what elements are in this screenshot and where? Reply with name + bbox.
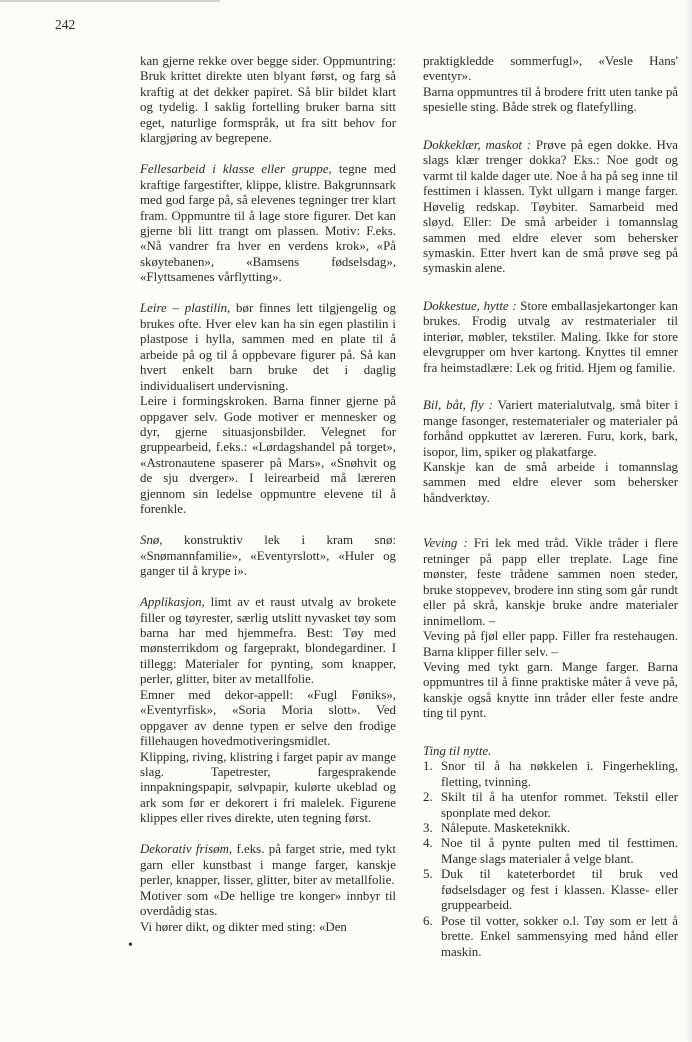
list-item bbox=[423, 790, 678, 821]
paragraph-dokkeklaer bbox=[423, 138, 678, 277]
paragraph: praktigkledde sommerfugl», «Vesle Hans' eventyr». bbox=[423, 54, 678, 84]
paragraph: Leire i formingskroken. Barna finner gjerne på oppgaver selv. Gode motiver er mennesker og dyr, gjerne situasjonsbilder. Velegnet for gruppearbeid, f.eks.: «Lørdagshandel på torget», «Astronautene spaserer på Mars», «Snøhvit og de sju dverger». I leirearbeid må læreren gjennom sin ledelse oppmuntre elevene til å forenkle. bbox=[140, 394, 396, 517]
list-heading: Ting til nytte. bbox=[423, 743, 492, 758]
list-text: Noe til å pynte pulten med til festtimen. Mange slags materialer å velge blant. bbox=[441, 836, 678, 866]
paragraph: Veving på fjøl eller papp. Filler fra restehaugen. Barna klipper filler selv. – bbox=[423, 629, 678, 659]
scan-edge-shadow bbox=[686, 0, 692, 1042]
section-heading: Dokkestue, hytte : bbox=[423, 298, 517, 313]
list-text: Nålepute. Masketeknikk. bbox=[441, 821, 571, 836]
paragraph-bil-bat-fly bbox=[423, 398, 678, 460]
paragraph-frisom bbox=[140, 842, 396, 888]
list-text: Pose til votter, sokker o.l. Tøy som er lett å brette. Enkel sammensying med hånd eller maskin. bbox=[441, 913, 678, 959]
list-item bbox=[423, 759, 678, 790]
page-top-rule bbox=[0, 0, 220, 2]
section-heading: Applikasjon, bbox=[140, 595, 205, 610]
list-text: Duk til kateterbordet til bruk ved fødselsdager og fest i klassen. Klasse- eller gruppearbeid. bbox=[441, 867, 678, 913]
section-heading: Veving : bbox=[423, 536, 468, 551]
paragraph-text: Variert materialutvalg, små biter i mange fasonger, restematerialer og materialer på forhånd oppkuttet av læreren. Furu, kork, bark, isopor, lim, spiker og plakatfarge. bbox=[423, 398, 678, 459]
paragraph-sno bbox=[140, 533, 396, 579]
paragraph: Klipping, riving, klistring i farget papir av mange slag. Tapetrester, fargesprakende innpakningspapir, sølvpapir, kulørte ukeblad og ark som før er dekorert i fri malelek. Figurene klippes eller rives direkte, uten tegning først. bbox=[140, 749, 396, 826]
paragraph: Vi hører dikt, og dikter med sting: «Den bbox=[140, 919, 347, 934]
paragraph-text: limt av et raust utvalg av brokete filler og tøyrester, særlig utslitt nyvasket tøy som barna har med hjemmefra. Best: Tøy med mønsterrikdom og fargeprakt, blondegardiner. I tillegg: Materialer for pynting, som knapper, perler, glitter, biter av metallfolie. bbox=[140, 595, 396, 687]
paragraph-text: Store emballasjekartonger kan brukes. Frodig utvalg av restmaterialer til interiør, møbler, tekstiler. Maling. Ikke for store elevgrupper om hver kartong. Knyttes til emner fra heimstadlære: Lek og fritid. Hjem og familie. bbox=[423, 298, 679, 375]
paragraph: Motiver som «De hellige tre konger» innbyr til overdådig stas. bbox=[140, 888, 396, 919]
list-text: Snor til å ha nøkkelen i. Fingerhekling, fletting, tvinning. bbox=[441, 759, 678, 789]
list-number: 4. bbox=[423, 836, 433, 851]
list-item bbox=[423, 821, 678, 836]
paragraph: Veving med tykt garn. Mange farger. Barna oppmuntres til å finne praktiske måter å veve på, kanskje også knytte inn tråder eller feste andre ting til pynt. bbox=[423, 659, 678, 721]
paragraph: Kanskje kan de små arbeide i tomannslag sammen med eldre elever som behersker håndverktøy. bbox=[423, 459, 678, 505]
list-number: 1. bbox=[423, 759, 433, 774]
paragraph-applikasjon bbox=[140, 595, 396, 688]
paragraph: Barna oppmuntres til å brodere fritt uten tanke på spesielle sting. Både strek og flatefylling. bbox=[423, 84, 678, 115]
list-number: 2. bbox=[423, 790, 433, 805]
list-item bbox=[423, 867, 678, 913]
paragraph-text: bør finnes lett tilgjengelig og brukes ofte. Hver elev kan ha sin egen plastilin i plastpose i hylla, sammen med en plate til å arbeide på og til å oppbevare figurer på. Så kan hvert enkelt barn bruke det i daglig individualisert undervisning. bbox=[140, 301, 397, 393]
section-heading: Leire – plastilin, bbox=[140, 301, 231, 316]
paragraph-leire bbox=[140, 301, 396, 394]
paragraph-fellesarbeid bbox=[140, 162, 396, 286]
paragraph-text: tegne med kraftige fargestifter, klippe, klistre. Bakgrunnsark med god farge på, så elevenes tegninger trer klart fram. Oppmuntre til å lage store figurer. Det kan gjerne bli litt trangt om plassen. Motiv: F.eks. «Nå vandrer fra hver en verdens krok», «På skøytebanen», «Bamsens fødselsdag», «Flyttsamenes vårflytting». bbox=[140, 162, 396, 285]
paragraph-text: Prøve på egen dokke. Hva slags klær trenger dokka? Eks.: Noe godt og varmt til kalde dager ute. Noe å ha på seg inne til festtimen i klassen. Tykt ullgarn i mange farger. Høvelig redskap. Tøybiter. Samarbeid med sløyd. Eller: De små arbeider i tomannslag sammen med eldre elever som behersker symaskin. Etter hvert kan de små prøve seg på symaskin alene. bbox=[423, 137, 678, 276]
list-item bbox=[423, 836, 678, 867]
section-heading: Fellesarbeid i klasse eller gruppe, bbox=[140, 162, 332, 177]
section-heading: Dekorativ frisøm, bbox=[140, 842, 233, 857]
paragraph-text: konstruktiv lek i kram snø: «Snømannfamilie», «Eventyrslott», «Huler og ganger til å krype i». bbox=[140, 533, 396, 579]
list-number: 5. bbox=[423, 867, 433, 882]
list-number: 3. bbox=[423, 821, 433, 836]
section-heading: Dokkeklær, maskot : bbox=[423, 137, 532, 152]
paragraph-veving bbox=[423, 536, 678, 629]
margin-dot: • bbox=[128, 938, 133, 953]
paragraph: kan gjerne rekke over begge sider. Oppmuntring: Bruk krittet direkte uten blyant først, og farg så kraftig at det dekker papiret. Så blir bildet klart og tydelig. I saklig fortelling bruker barna sitt eget, naturlige formspråk, ut fra sitt behov for klargjøring av begrepene. bbox=[140, 54, 396, 146]
left-column bbox=[140, 54, 396, 935]
paragraph-dokkestue bbox=[423, 299, 678, 376]
numbered-list bbox=[423, 759, 678, 960]
section-heading: Snø, bbox=[140, 533, 163, 548]
paragraph-text: f.eks. på farget strie, med tykt garn eller kunstbast i mange farger, kanskje perler, knapper, lisser, glitter, biter av metallfolie. bbox=[140, 842, 396, 888]
section-heading: Bil, båt, fly : bbox=[423, 398, 493, 413]
list-number: 6. bbox=[423, 913, 433, 928]
list-text: Skilt til å ha utenfor rommet. Tekstil eller sponplate med dekor. bbox=[441, 790, 678, 820]
page-number: 242 bbox=[55, 17, 76, 32]
right-column bbox=[423, 54, 678, 960]
paragraph: Emner med dekor-appell: «Fugl Føniks», «Eventyrfisk», «Soria Moria slott». Ved oppgaver av denne typen er selve den frodige fillehaugen hovedmotiveringsmidlet. bbox=[140, 687, 396, 749]
paragraph-text: Fri lek med tråd. Vikle tråder i flere retninger på papp eller treplate. Lage fine mønster, feste trådene sammen noen steder, bruke stoppevev, brodere inn sting som går rundt eller på skrå, kanskje bruke andre materialer innimellom. – bbox=[423, 536, 678, 628]
list-item bbox=[423, 914, 678, 960]
